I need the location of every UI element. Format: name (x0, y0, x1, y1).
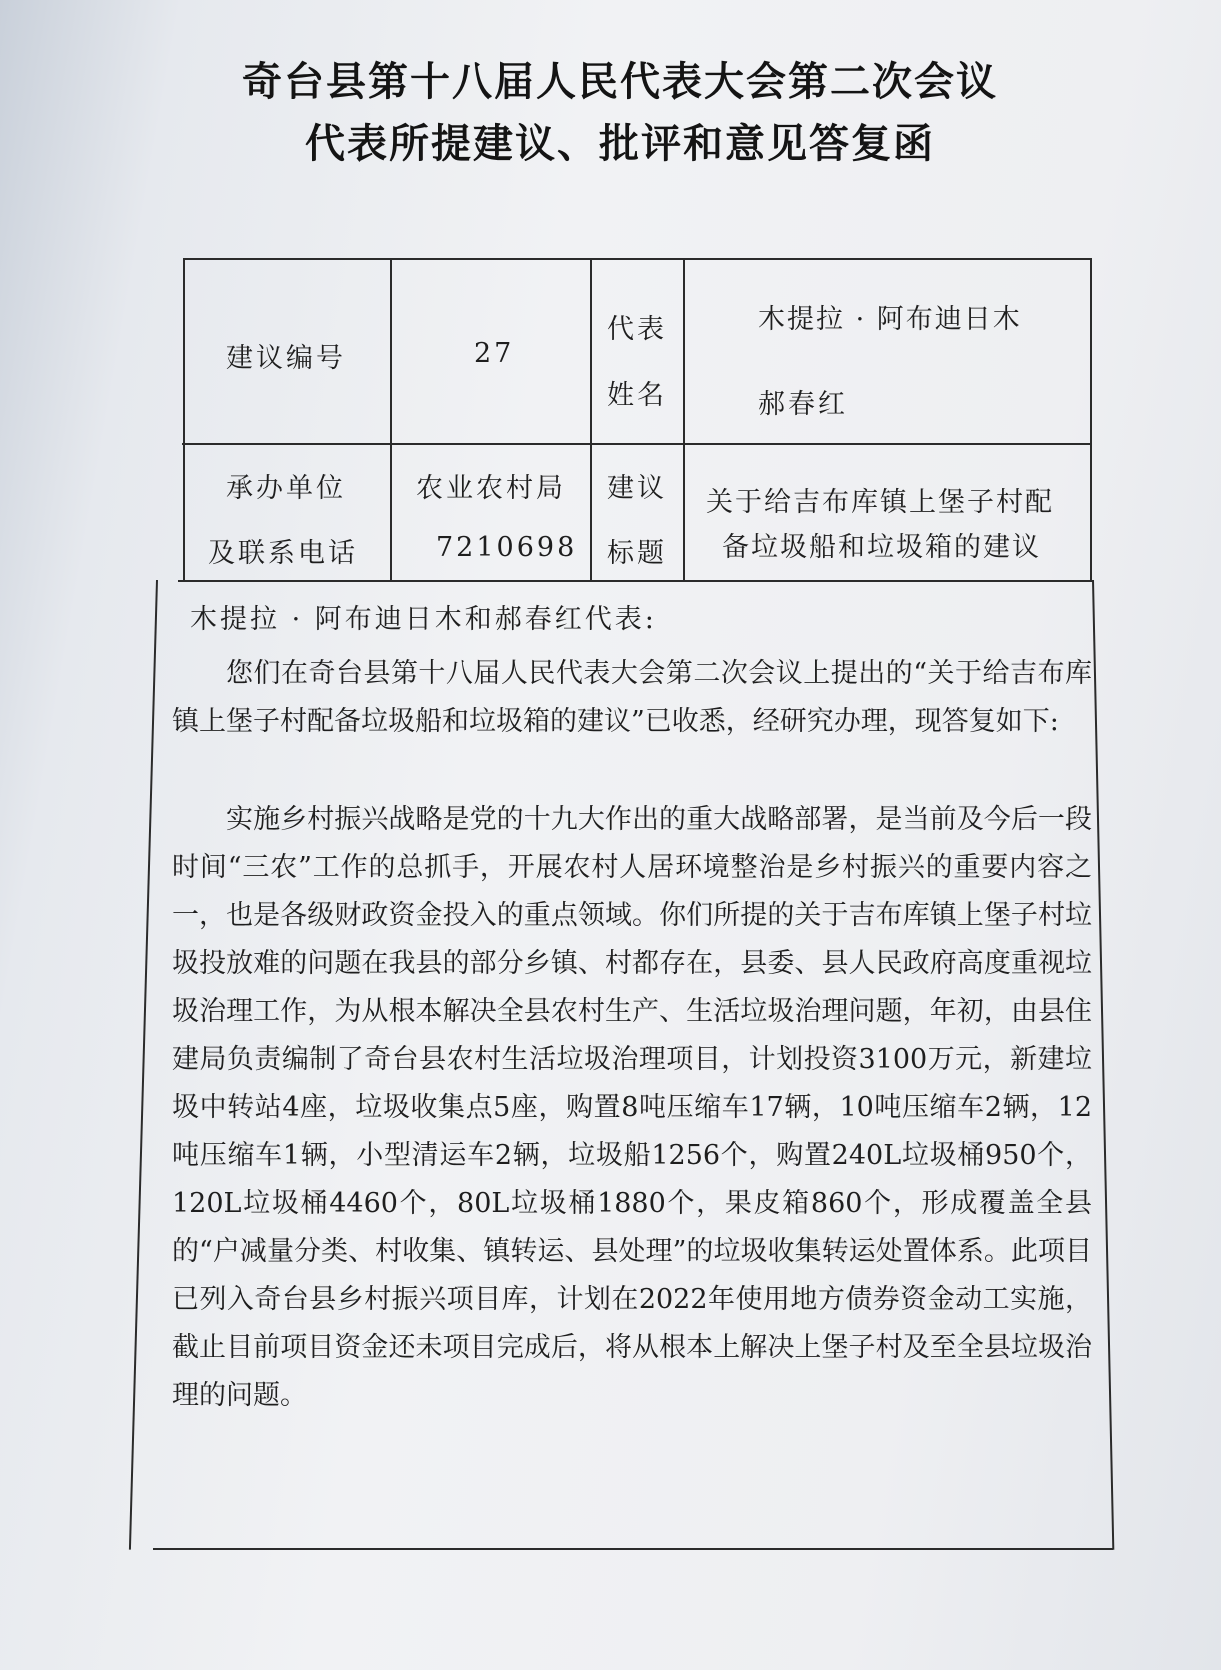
table-divider-row1 (182, 443, 1092, 445)
proposal-topic-label-line1: 建议 (607, 473, 667, 504)
representative-name-label-line2: 姓名 (607, 380, 667, 411)
handling-unit-phone: 7210698 (436, 532, 578, 563)
table-col-divider-1 (390, 258, 392, 581)
representative-name-label-line1: 代表 (607, 314, 667, 345)
proposal-topic-line1: 关于给吉布库镇上堡子村配 (706, 487, 1054, 518)
table-border-left-body (129, 580, 158, 1550)
table-divider-row2 (178, 580, 1093, 582)
handling-unit-label-line2: 及联系电话 (208, 538, 358, 569)
page-title: 奇台县第十八届人民代表大会第二次会议 (242, 59, 998, 105)
letter-salutation: 木提拉 · 阿布迪日木和郝春红代表: (190, 604, 657, 635)
proposal-number-label: 建议编号 (226, 343, 346, 374)
letter-paragraph-1-text: 您们在奇台县第十八届人民代表大会第二次会议上提出的“关于给吉布库镇上堡子村配备垃圾船和垃圾箱的建议”已收悉，经研究办理，现答复如下: (172, 658, 1092, 737)
representative-name-2: 郝春红 (758, 389, 848, 420)
table-col-divider-2 (590, 258, 592, 581)
proposal-topic-label-line2: 标题 (607, 538, 667, 569)
table-border-right (1090, 258, 1092, 581)
proposal-number-value: 27 (474, 338, 515, 369)
page-subtitle: 代表所提建议、批评和意见答复函 (305, 121, 935, 167)
table-border-right-body (1092, 580, 1114, 1550)
representative-name-1: 木提拉 · 阿布迪日木 (758, 304, 1022, 335)
letter-paragraph-2-text: 实施乡村振兴战略是党的十九大作出的重大战略部署，是当前及今后一段时间“三农”工作的总抓手，开展农村人居环境整治是乡村振兴的重要内容之一，也是各级财政资金投入的重点领域。你们所提的关于吉布库镇上堡子村垃圾投放难的问题在我县的部分乡镇、村都存在，县委、县人民政府高度重视垃圾治理工作，为从根本解决全县农村生产、生活垃圾治理问题，年初，由县住建局负责编制了奇台县农村生活垃圾治理项目，计划投资3100万元，新建垃圾中转站4座，垃圾收集点5座，购置8吨压缩车17辆，10吨压缩车2辆，12吨压缩车1辆，小型清运车2辆，垃圾船1256个，购置240L垃圾桶950个，120L垃圾桶4460个，80L垃圾桶1880个，果皮箱860个，形成覆盖全县的“户减量分类、村收集、镇转运、县处理”的垃圾收集转运处置体系。此项目已列入奇台县乡村振兴项目库，计划在2022年使用地方债券资金动工实施，截止目前项目资金还未项目完成后，将从根本上解决上堡子村及至全县垃圾治理的问题。 (172, 804, 1092, 1411)
table-border-left (183, 258, 185, 581)
letter-paragraph-2 (172, 796, 1092, 1420)
table-border-top (185, 258, 1091, 260)
proposal-topic-line2: 备垃圾船和垃圾箱的建议 (722, 532, 1041, 563)
handling-unit-name: 农业农村局 (416, 473, 566, 504)
table-border-bottom (153, 1548, 1113, 1550)
table-col-divider-3 (683, 258, 685, 581)
handling-unit-label-line1: 承办单位 (226, 473, 346, 504)
letter-paragraph-1 (172, 650, 1092, 746)
